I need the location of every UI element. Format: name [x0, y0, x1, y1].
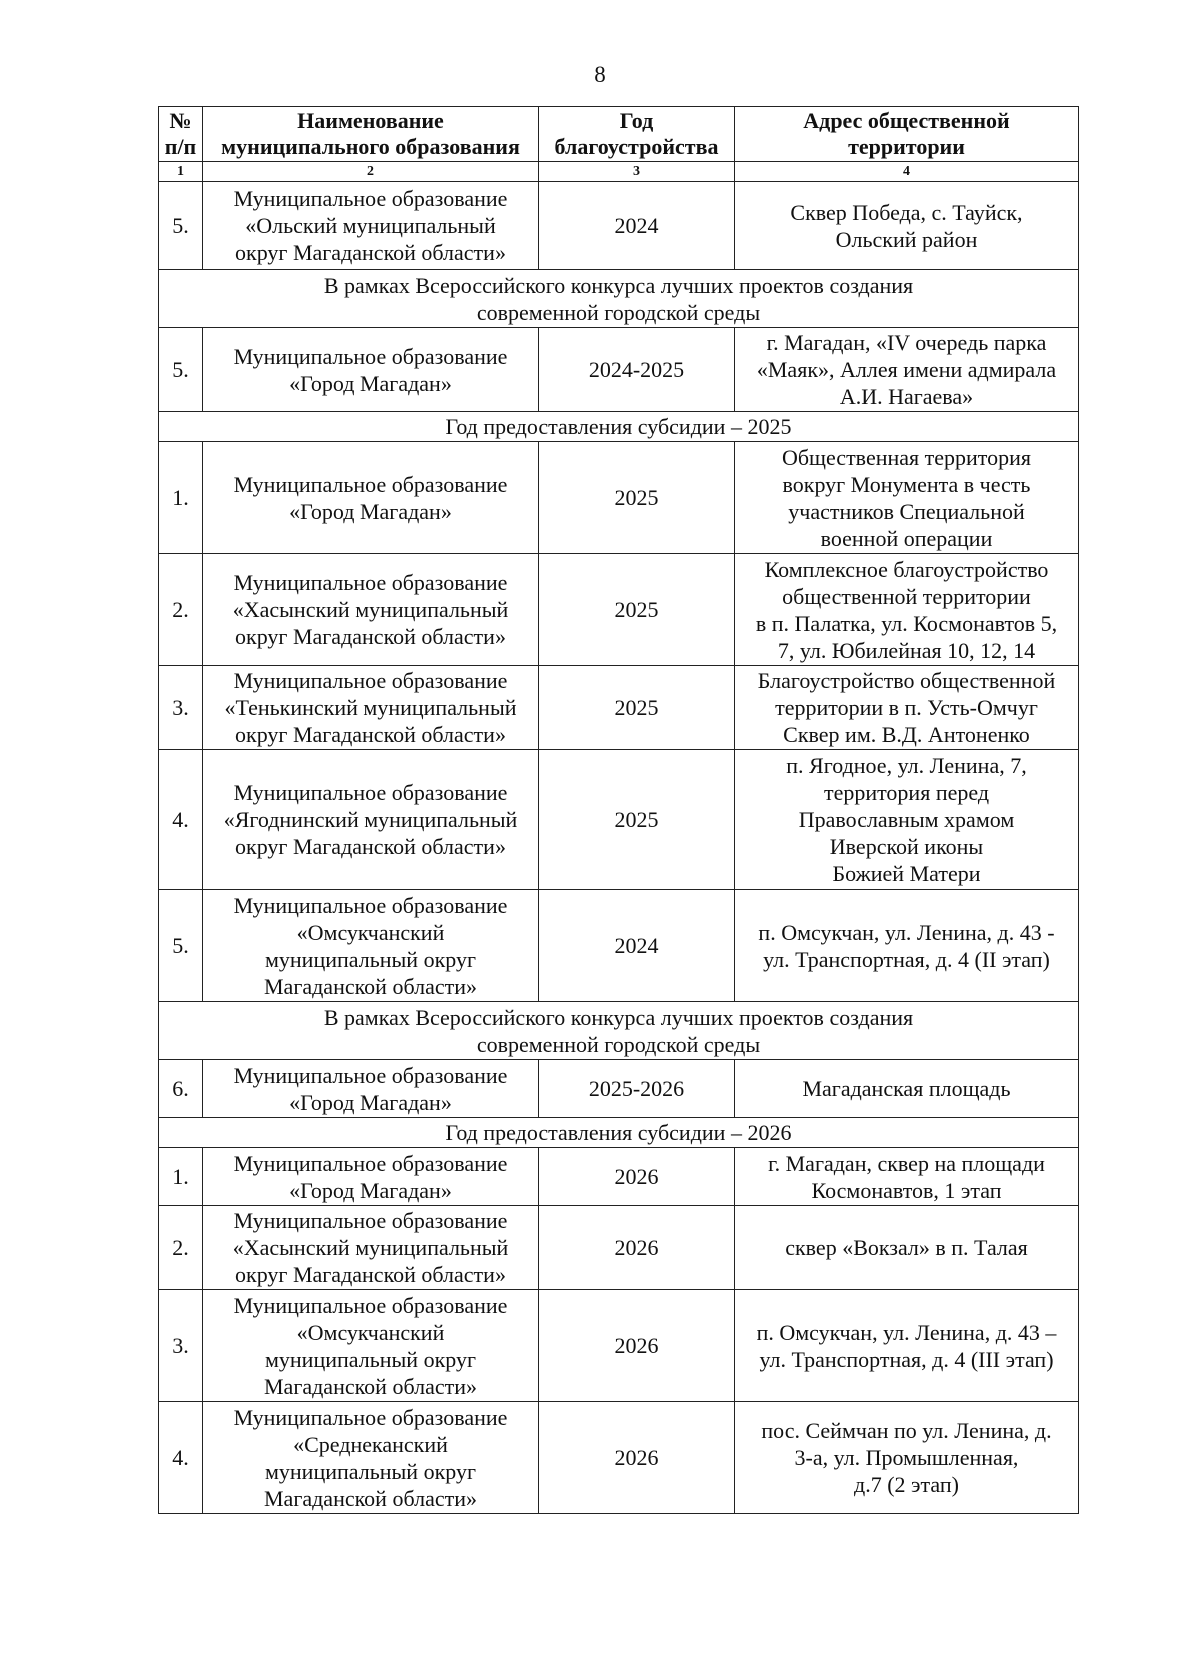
improvement-year: 2026 [539, 1206, 735, 1290]
municipality-name: Муниципальное образование «Ольский муниципальный округ Магаданской области» [203, 182, 539, 270]
municipality-name: Муниципальное образование «Хасынский муниципальный округ Магаданской области» [203, 1206, 539, 1290]
column-number: 2 [203, 162, 539, 182]
territory-address: п. Омсукчан, ул. Ленина, д. 43 – ул. Транспортная, д. 4 (III этап) [735, 1290, 1079, 1402]
row-number: 4. [159, 1402, 203, 1514]
table-row [159, 1206, 1079, 1290]
header-col-municipality: Наименование муниципального образования [203, 107, 539, 162]
column-numbers-row [159, 162, 1079, 182]
improvement-year: 2026 [539, 1148, 735, 1206]
territory-address: Благоустройство общественной территории в п. Усть-Омчуг Сквер им. В.Д. Антоненко [735, 666, 1079, 750]
table-row [159, 554, 1079, 666]
municipality-name: Муниципальное образование «Хасынский муниципальный округ Магаданской области» [203, 554, 539, 666]
row-number: 1. [159, 442, 203, 554]
column-number: 1 [159, 162, 203, 182]
row-number: 3. [159, 1290, 203, 1402]
improvement-year: 2026 [539, 1290, 735, 1402]
table-row [159, 666, 1079, 750]
header-col-address: Адрес общественной территории [735, 107, 1079, 162]
municipality-name: Муниципальное образование «Город Магадан» [203, 442, 539, 554]
section-row [159, 270, 1079, 328]
section-row [159, 412, 1079, 442]
column-number: 3 [539, 162, 735, 182]
row-number: 4. [159, 750, 203, 890]
column-number: 4 [735, 162, 1079, 182]
row-number: 5. [159, 182, 203, 270]
territory-address: Сквер Победа, с. Тауйск, Ольский район [735, 182, 1079, 270]
territories-table [158, 106, 1079, 1514]
territory-address: г. Магадан, сквер на площади Космонавтов, 1 этап [735, 1148, 1079, 1206]
row-number: 3. [159, 666, 203, 750]
territory-address: п. Омсукчан, ул. Ленина, д. 43 - ул. Транспортная, д. 4 (II этап) [735, 890, 1079, 1002]
table-row [159, 442, 1079, 554]
improvement-year: 2026 [539, 1402, 735, 1514]
municipality-name: Муниципальное образование «Город Магадан» [203, 328, 539, 412]
section-title: В рамках Всероссийского конкурса лучших проектов создания современной городской среды [159, 1002, 1079, 1060]
header-col-year: Год благоустройства [539, 107, 735, 162]
municipality-name: Муниципальное образование «Город Магадан» [203, 1148, 539, 1206]
territory-address: Общественная территория вокруг Монумента в честь участников Специальной военной операции [735, 442, 1079, 554]
territory-address: пос. Сеймчан по ул. Ленина, д. 3-а, ул. Промышленная, д.7 (2 этап) [735, 1402, 1079, 1514]
municipality-name: Муниципальное образование «Тенькинский муниципальный округ Магаданской области» [203, 666, 539, 750]
page-number: 8 [594, 62, 606, 87]
improvement-year: 2025 [539, 666, 735, 750]
section-title: Год предоставления субсидии – 2026 [159, 1118, 1079, 1148]
municipality-name: Муниципальное образование «Омсукчанский муниципальный округ Магаданской области» [203, 1290, 539, 1402]
improvement-year: 2025 [539, 442, 735, 554]
improvement-year: 2025-2026 [539, 1060, 735, 1118]
table-row [159, 750, 1079, 890]
section-title: Год предоставления субсидии – 2025 [159, 412, 1079, 442]
section-row [159, 1002, 1079, 1060]
improvement-year: 2024 [539, 182, 735, 270]
improvement-year: 2024 [539, 890, 735, 1002]
header-col-number: № п/п [159, 107, 203, 162]
improvement-year: 2024-2025 [539, 328, 735, 412]
row-number: 1. [159, 1148, 203, 1206]
improvement-year: 2025 [539, 750, 735, 890]
row-number: 5. [159, 890, 203, 1002]
table-row [159, 1148, 1079, 1206]
territory-address: Магаданская площадь [735, 1060, 1079, 1118]
territory-address: п. Ягодное, ул. Ленина, 7, территория перед Православным храмом Иверской иконы Божией Матери [735, 750, 1079, 890]
territory-address: г. Магадан, «IV очередь парка «Маяк», Аллея имени адмирала А.И. Нагаева» [735, 328, 1079, 412]
table-row [159, 1402, 1079, 1514]
table-body [159, 182, 1079, 1514]
territory-address: Комплексное благоустройство общественной территории в п. Палатка, ул. Космонавтов 5, 7, ул. Юбилейная 10, 12, 14 [735, 554, 1079, 666]
table-row [159, 328, 1079, 412]
municipality-name: Муниципальное образование «Город Магадан» [203, 1060, 539, 1118]
table-row [159, 890, 1079, 1002]
row-number: 2. [159, 554, 203, 666]
municipality-name: Муниципальное образование «Ягоднинский муниципальный округ Магаданской области» [203, 750, 539, 890]
territory-address: сквер «Вокзал» в п. Талая [735, 1206, 1079, 1290]
table-row [159, 1060, 1079, 1118]
municipality-name: Муниципальное образование «Среднеканский муниципальный округ Магаданской области» [203, 1402, 539, 1514]
row-number: 2. [159, 1206, 203, 1290]
header-row [159, 107, 1079, 162]
improvement-year: 2025 [539, 554, 735, 666]
row-number: 5. [159, 328, 203, 412]
section-title: В рамках Всероссийского конкурса лучших проектов создания современной городской среды [159, 270, 1079, 328]
row-number: 6. [159, 1060, 203, 1118]
table-row [159, 182, 1079, 270]
section-row [159, 1118, 1079, 1148]
table-row [159, 1290, 1079, 1402]
municipality-name: Муниципальное образование «Омсукчанский муниципальный округ Магаданской области» [203, 890, 539, 1002]
